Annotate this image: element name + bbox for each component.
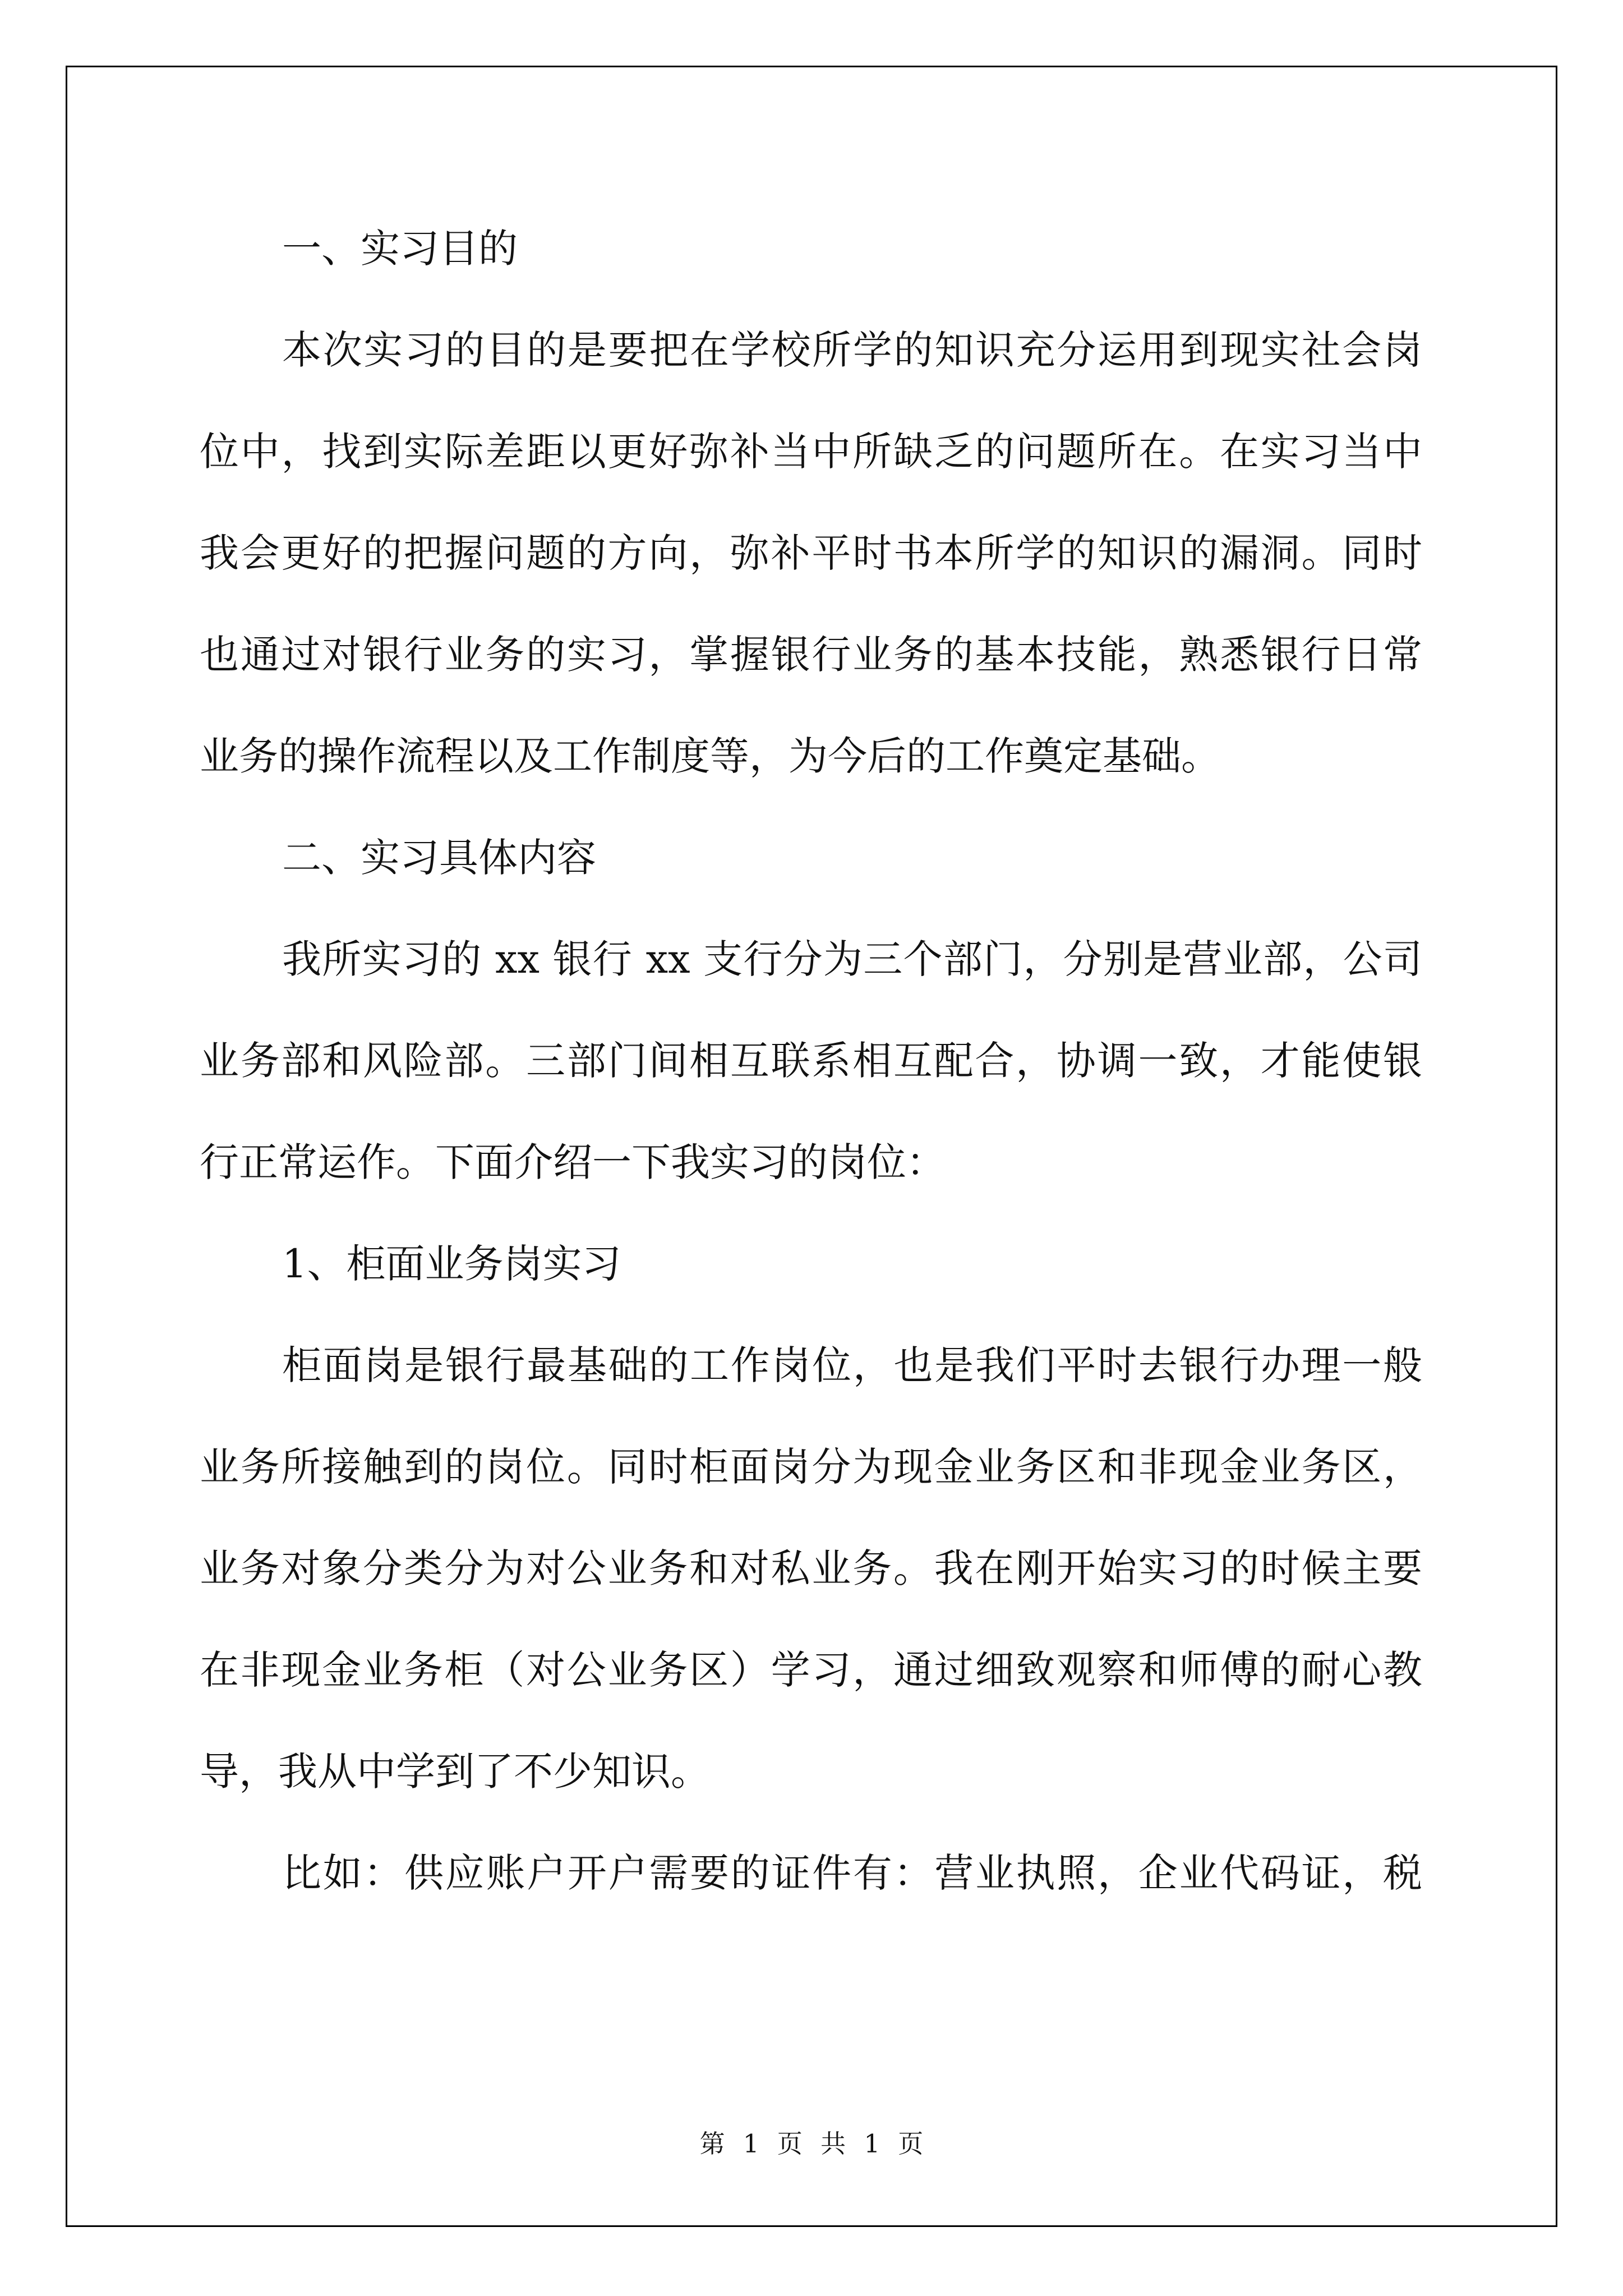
- text-line: 一、实习目的: [282, 226, 518, 272]
- text-line: 也通过对银行业务的实习，掌握银行业务的基本技能，熟悉银行日常: [200, 632, 1422, 678]
- text-line: 业务所接触到的岗位。同时柜面岗分为现金业务区和非现金业务区，: [200, 1444, 1422, 1490]
- text-line: 本次实习的目的是要把在学校所学的知识充分运用到现实社会岗: [282, 327, 1422, 373]
- text-line: 位中，找到实际差距以更好弥补当中所缺乏的问题所在。在实习当中: [200, 429, 1422, 475]
- text-line: 柜面岗是银行最基础的工作岗位，也是我们平时去银行办理一般: [282, 1342, 1422, 1388]
- text-line: 在非现金业务柜（对公业务区）学习，通过细致观察和师傅的耐心教: [200, 1647, 1422, 1693]
- text-line: 导，我从中学到了不少知识。: [200, 1749, 710, 1795]
- text-line: 行正常运作。下面介绍一下我实习的岗位：: [200, 1139, 946, 1185]
- text-line: 业务的操作流程以及工作制度等，为今后的工作奠定基础。: [200, 733, 1220, 779]
- text-line: 我所实习的 xx 银行 xx 支行分为三个部门，分别是营业部，公司: [282, 936, 1422, 982]
- text-line: 二、实习具体内容: [282, 835, 596, 881]
- page-footer: 第 1 页 共 1 页: [699, 2129, 924, 2159]
- text-line: 我会更好的把握问题的方向，弥补平时书本所学的知识的漏洞。同时: [200, 530, 1422, 576]
- text-line: 业务部和风险部。三部门间相互联系相互配合，协调一致，才能使银: [200, 1038, 1422, 1084]
- text-line: 比如：供应账户开户需要的证件有：营业执照，企业代码证，税: [282, 1850, 1422, 1896]
- text-line: 业务对象分类分为对公业务和对私业务。我在刚开始实习的时候主要: [200, 1545, 1422, 1591]
- document-body: [200, 208, 1422, 1934]
- text-line: 1、柜面业务岗实习: [282, 1241, 621, 1287]
